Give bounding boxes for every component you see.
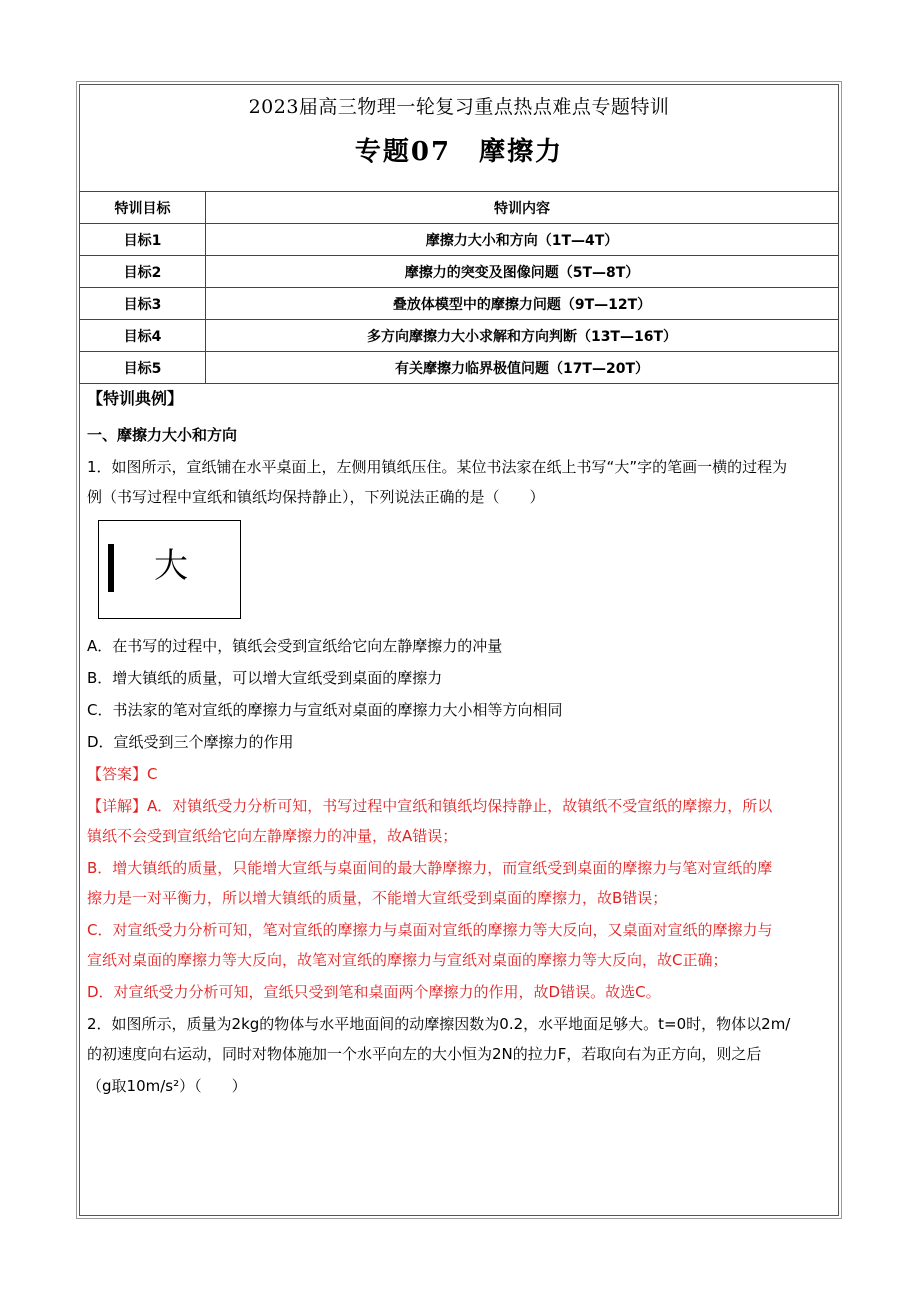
table-cell-content: 有关摩擦力临界极值问题（17T—20T） (206, 352, 839, 384)
table-cell-content: 多方向摩擦力大小求解和方向判断（13T—16T） (206, 320, 839, 352)
table-header-content: 特训内容 (206, 192, 839, 224)
explanation-line: D．对宣纸受力分析可知，宣纸只受到笔和桌面两个摩擦力的作用，故D错误。故选C。 (87, 983, 661, 1001)
question-1-stem-line: 1．如图所示，宣纸铺在水平桌面上，左侧用镇纸压住。某位书法家在纸上书写“大”字的笔画一横的过程为 (87, 458, 788, 476)
table-row (80, 288, 839, 320)
topic-title: 专题07 摩擦力 (354, 137, 564, 167)
question-2-stem-line: 2．如图所示，质量为2kg的物体与水平地面间的动摩擦因数为0.2，水平地面足够大。t=0时，物体以2m/ (87, 1015, 791, 1033)
table-row (80, 320, 839, 352)
table-cell-goal: 目标3 (80, 288, 206, 320)
table-cell-goal: 目标4 (80, 320, 206, 352)
option-d: D．宣纸受到三个摩擦力的作用 (87, 733, 294, 751)
page-frame (79, 84, 839, 1216)
paperweight-bar (108, 544, 114, 592)
table-row (80, 256, 839, 288)
document-title: 2023届高三物理一轮复习重点热点难点专题特训 (248, 96, 670, 118)
table-cell-content: 摩擦力的突变及图像问题（5T—8T） (206, 256, 839, 288)
question-1-figure (98, 520, 241, 619)
explanation-line: B．增大镇纸的质量，只能增大宣纸与桌面间的最大静摩擦力，而宣纸受到桌面的摩擦力与笔对宣纸的摩 (87, 859, 773, 877)
question-2-stem-line: （g取10m/s²）（ ） (87, 1077, 247, 1095)
option-c: C．书法家的笔对宣纸的摩擦力与宣纸对桌面的摩擦力大小相等方向相同 (87, 701, 563, 719)
goals-table (79, 191, 839, 384)
figure-character: 大 (154, 546, 188, 586)
explanation-line: 擦力是一对平衡力，所以增大镇纸的质量，不能增大宣纸受到桌面的摩擦力，故B错误； (87, 889, 668, 907)
table-cell-content: 叠放体模型中的摩擦力问题（9T—12T） (206, 288, 839, 320)
explanation-line: 镇纸不会受到宣纸给它向左静摩擦力的冲量，故A错误； (87, 827, 458, 845)
table-cell-goal: 目标1 (80, 224, 206, 256)
table-row (80, 352, 839, 384)
option-a: A．在书写的过程中，镇纸会受到宣纸给它向左静摩擦力的冲量 (87, 637, 503, 655)
table-header-goal: 特训目标 (80, 192, 206, 224)
option-b: B．增大镇纸的质量，可以增大宣纸受到桌面的摩擦力 (87, 669, 443, 687)
table-row (80, 224, 839, 256)
question-1-stem-line: 例（书写过程中宣纸和镇纸均保持静止），下列说法正确的是（ ） (87, 488, 545, 506)
table-header-row (80, 192, 839, 224)
section-subheading: 一、摩擦力大小和方向 (87, 426, 238, 444)
explanation-line: 宣纸对桌面的摩擦力等大反向，故笔对宣纸的摩擦力与宣纸对桌面的摩擦力等大反向，故C正确； (87, 951, 728, 969)
answer: 【答案】C (87, 765, 158, 783)
table-cell-goal: 目标2 (80, 256, 206, 288)
question-2-stem-line: 的初速度向右运动，同时对物体施加一个水平向左的大小恒为2N的拉力F，若取向右为正方向，则之后 (87, 1045, 762, 1063)
section-heading: 【特训典例】 (87, 389, 184, 408)
explanation-line: 【详解】A．对镇纸受力分析可知，书写过程中宣纸和镇纸均保持静止，故镇纸不受宣纸的摩擦力，所以 (87, 797, 773, 815)
explanation-line: C．对宣纸受力分析可知，笔对宣纸的摩擦力与桌面对宣纸的摩擦力等大反向，又桌面对宣纸的摩擦力与 (87, 921, 773, 939)
table-cell-goal: 目标5 (80, 352, 206, 384)
table-cell-content: 摩擦力大小和方向（1T—4T） (206, 224, 839, 256)
